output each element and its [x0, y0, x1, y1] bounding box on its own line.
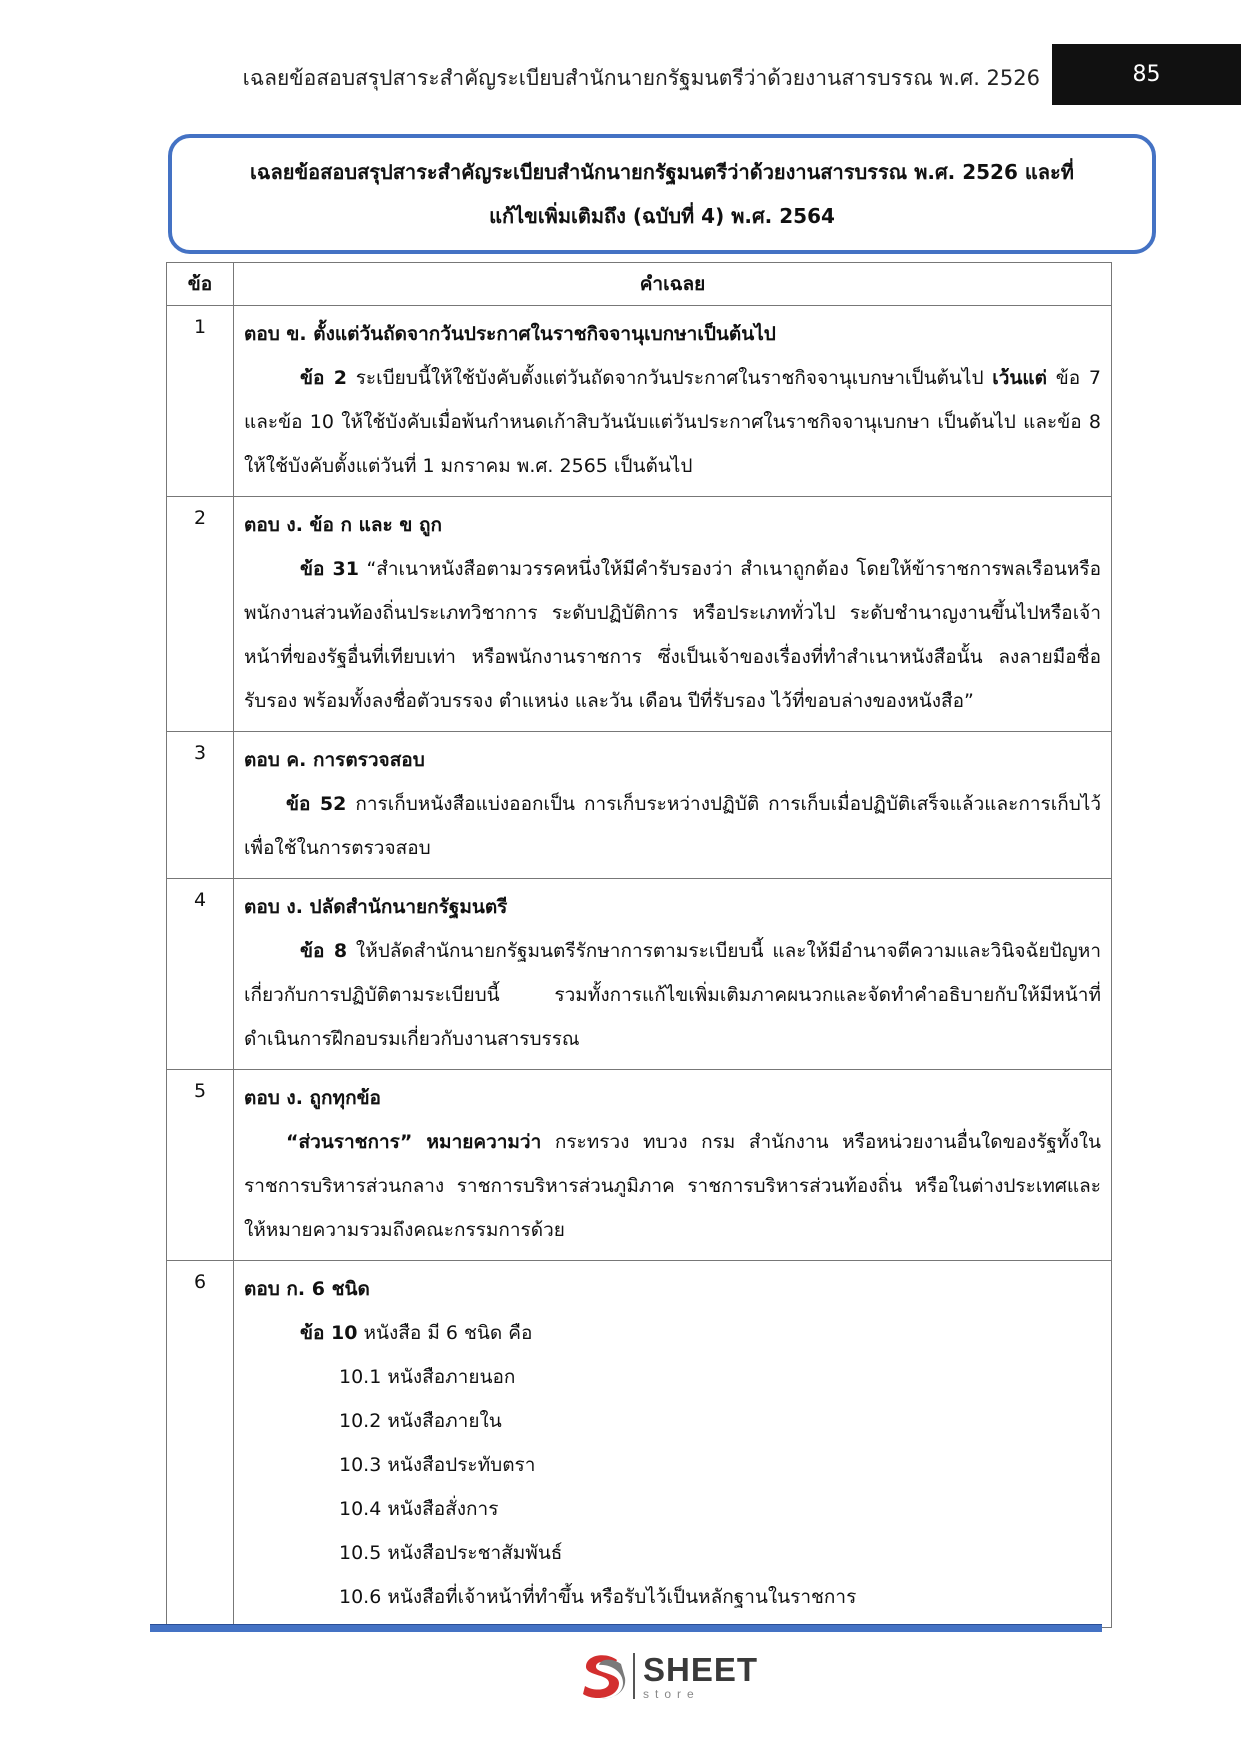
answer-cell	[234, 1261, 1112, 1628]
clause-reference: ข้อ 31	[300, 558, 359, 580]
clause-reference: ข้อ 10	[300, 1322, 358, 1344]
row-number: 1	[167, 306, 234, 497]
document-title-line-2: แก้ไขเพิ่มเติมถึง (ฉบับที่ 4) พ.ศ. 2564	[489, 204, 835, 228]
answer-explanation	[244, 929, 1101, 1061]
answer-cell	[234, 732, 1112, 879]
table-row	[167, 497, 1112, 732]
column-header-answer: คำเฉลย	[234, 263, 1112, 306]
table-header-row	[167, 263, 1112, 306]
answer-heading: ตอบ ข. ตั้งแต่วันถัดจากวันประกาศในราชกิจจานุเบกษาเป็นต้นไป	[244, 323, 776, 345]
clause-emphasis: เว้นแต่	[992, 367, 1047, 389]
table-row	[167, 1070, 1112, 1261]
explanation-text: การเก็บหนังสือแบ่งออกเป็น การเก็บระหว่างปฏิบัติ การเก็บเมื่อปฏิบัติเสร็จแล้วและการเก็บไว้เพื่อใช้ในการตรวจสอบ	[244, 793, 1101, 859]
list-item: 10.4 หนังสือสั่งการ	[339, 1498, 499, 1520]
clause-reference: ข้อ 52	[286, 793, 347, 815]
answer-explanation	[244, 356, 1101, 488]
row-number: 3	[167, 732, 234, 879]
answer-cell	[234, 497, 1112, 732]
page-number-badge	[1052, 44, 1241, 105]
logo-main-text: SHEET	[643, 1650, 759, 1688]
answer-heading: ตอบ ง. ข้อ ก และ ข ถูก	[244, 514, 442, 536]
explanation-text: ให้ปลัดสำนักนายกรัฐมนตรีรักษาการตามระเบียบนี้ และให้มีอำนาจตีความและวินิจฉัยปัญหาเกี่ยวกับการปฏิบัติตามระเบียบนี้ รวมทั้งการแก้ไขเพิ่มเติมภาคผนวกและจัดทำคำอธิบายกับให้มีหน้าที่ดำเนินการฝึกอบรมเกี่ยวกับงานสารบรรณ	[244, 940, 1101, 1050]
answer-heading: ตอบ ง. ถูกทุกข้อ	[244, 1087, 381, 1109]
row-number: 6	[167, 1261, 234, 1628]
table-row	[167, 879, 1112, 1070]
row-number: 4	[167, 879, 234, 1070]
answer-explanation	[244, 547, 1101, 723]
logo-divider	[633, 1653, 635, 1699]
clause-reference: ข้อ 8	[300, 940, 348, 962]
page-number: 85	[1132, 62, 1161, 87]
document-title-line-1: เฉลยข้อสอบสรุปสาระสำคัญระเบียบสำนักนายกรัฐมนตรีว่าด้วยงานสารบรรณ พ.ศ. 2526 และที่	[250, 160, 1074, 184]
page-header-title: เฉลยข้อสอบสรุปสาระสำคัญระเบียบสำนักนายกรัฐมนตรีว่าด้วยงานสารบรรณ พ.ศ. 2526	[242, 66, 1040, 90]
answer-heading: ตอบ ค. การตรวจสอบ	[244, 749, 425, 771]
list-item: 10.6 หนังสือที่เจ้าหน้าที่ทำขึ้น หรือรับไว้เป็นหลักฐานในราชการ	[339, 1586, 857, 1608]
column-header-number: ข้อ	[167, 263, 234, 306]
sheet-store-logo	[577, 1648, 758, 1704]
table-row	[167, 1261, 1112, 1628]
answer-cell	[234, 879, 1112, 1070]
answer-explanation	[244, 782, 1101, 870]
row-number: 5	[167, 1070, 234, 1261]
table-row	[167, 732, 1112, 879]
answer-heading: ตอบ ก. 6 ชนิด	[244, 1278, 370, 1300]
table-row	[167, 306, 1112, 497]
answer-cell	[234, 1070, 1112, 1261]
answer-heading: ตอบ ง. ปลัดสำนักนายกรัฐมนตรี	[244, 896, 508, 918]
list-item: 10.5 หนังสือประชาสัมพันธ์	[339, 1542, 563, 1564]
clause-reference: ข้อ 2	[300, 367, 347, 389]
explanation-text: ระเบียบนี้ให้ใช้บังคับตั้งแต่วันถัดจากวันประกาศในราชกิจจานุเบกษาเป็นต้นไป	[346, 367, 993, 389]
answer-cell	[234, 306, 1112, 497]
list-item: 10.1 หนังสือภายนอก	[339, 1366, 516, 1388]
answer-explanation	[244, 1311, 1101, 1355]
explanation-text-continued: ข้อ 7 และข้อ 10 ให้ใช้บังคับเมื่อพ้นกำหนดเก้าสิบวันนับแต่วันประกาศในราชกิจจานุเบกษา เป็นต้นไป และข้อ 8 ให้ใช้บังคับตั้งแต่วันที่ 1 มกราคม พ.ศ. 2565 เป็นต้นไป	[244, 367, 1101, 477]
list-item: 10.2 หนังสือภายใน	[339, 1410, 502, 1432]
explanation-text: หนังสือ มี 6 ชนิด คือ	[357, 1322, 533, 1344]
definition-term: “ส่วนราชการ” หมายความว่า	[286, 1131, 542, 1153]
list-item: 10.3 หนังสือประทับตรา	[339, 1454, 536, 1476]
document-title-box	[168, 134, 1156, 254]
explanation-text: “สำเนาหนังสือตามวรรคหนึ่งให้มีคำรับรองว่า สำเนาถูกต้อง โดยให้ข้าราชการพลเรือนหรือพนักงานส่วนท้องถิ่นประเภทวิชาการ ระดับปฏิบัติการ หรือประเภททั่วไป ระดับชำนาญงานขึ้นไปหรือเจ้าหน้าที่ของรัฐอื่นที่เทียบเท่า หรือพนักงานราชการ ซึ่งเป็นเจ้าของเรื่องที่ทำสำเนาหนังสือนั้น ลงลายมือชื่อรับรอง พร้อมทั้งลงชื่อตัวบรรจง ตำแหน่ง และวัน เดือน ปีที่รับรอง ไว้ที่ขอบล่างของหนังสือ”	[244, 558, 1101, 712]
explanation-text: กระทรวง ทบวง กรม สำนักงาน หรือหน่วยงานอื่นใดของรัฐทั้งในราชการบริหารส่วนกลาง ราชการบริหารส่วนภูมิภาค ราชการบริหารส่วนท้องถิ่น หรือในต่างประเทศและให้หมายความรวมถึงคณะกรรมการด้วย	[244, 1131, 1101, 1241]
answer-explanation	[244, 1120, 1101, 1252]
row-number: 2	[167, 497, 234, 732]
footer-divider	[150, 1624, 1102, 1632]
logo-sub-text: store	[643, 1686, 700, 1701]
answer-table	[166, 262, 1112, 1628]
logo-s-icon	[577, 1650, 627, 1702]
logo-wordmark	[643, 1650, 759, 1701]
